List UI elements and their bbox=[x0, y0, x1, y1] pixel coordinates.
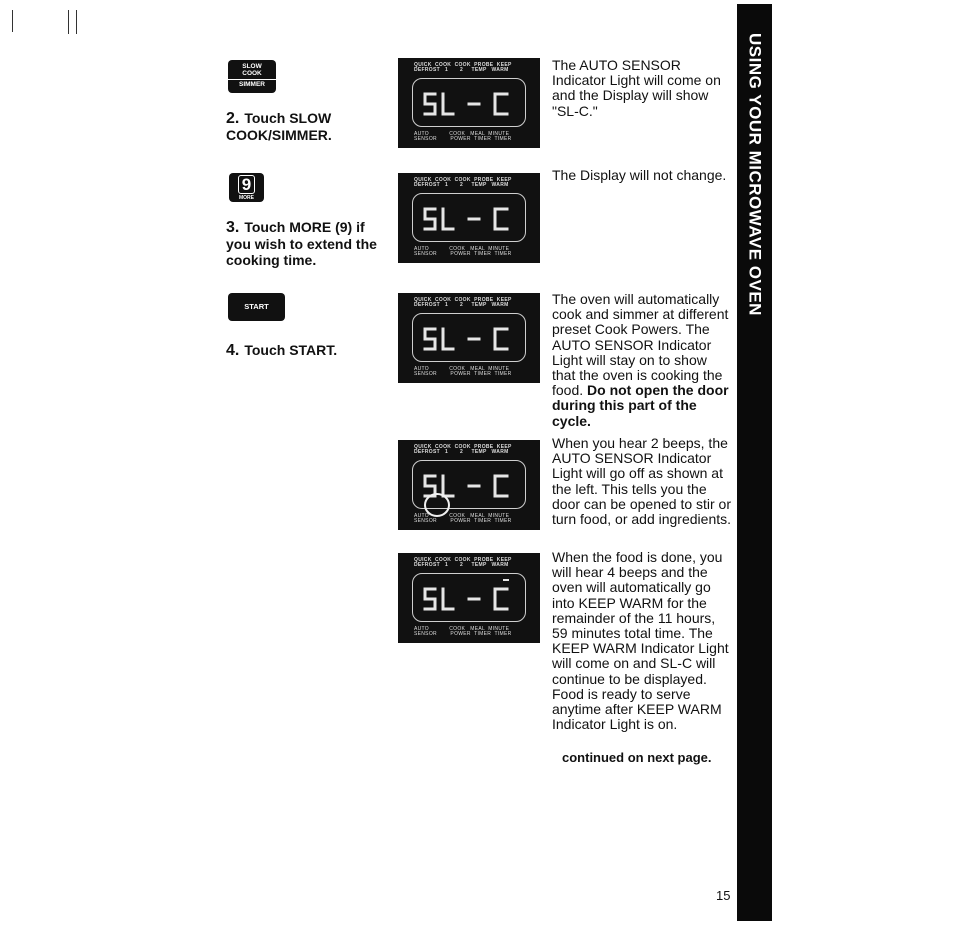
description-1: The AUTO SENSOR Indicator Light will come on and the Display will show "SL-C." bbox=[552, 57, 721, 119]
panel-bottom-labels: AUTO COOK MEAL MINUTE SENSOR POWER TIMER TIMER bbox=[414, 513, 512, 524]
display-panel bbox=[398, 58, 540, 148]
panel-bottom-labels: AUTO COOK MEAL MINUTE SENSOR POWER TIMER TIMER bbox=[414, 366, 512, 377]
display-readout bbox=[413, 194, 527, 243]
binding-mark bbox=[68, 10, 69, 34]
panel-bottom-labels: AUTO COOK MEAL MINUTE SENSOR POWER TIMER TIMER bbox=[414, 131, 512, 142]
page-number: 15 bbox=[716, 888, 731, 903]
continued-note: continued on next page. bbox=[562, 750, 712, 765]
panel-bottom-labels: AUTO COOK MEAL MINUTE SENSOR POWER TIMER TIMER bbox=[414, 626, 512, 637]
panel-top-labels: QUICK COOK COOK PROBE KEEP DEFROST 1 2 TEMP WARM bbox=[414, 444, 512, 455]
key-label: MORE bbox=[239, 194, 254, 201]
key-label: START bbox=[244, 302, 269, 312]
more-key bbox=[229, 173, 264, 202]
description-text: The oven will automatically cook and simmer at different preset Cook Powers. The AUTO SENSOR Indicator Light will stay on to show that the oven is cooking the food. bbox=[552, 291, 729, 399]
key-label: SIMMER bbox=[228, 79, 276, 89]
binding-mark bbox=[12, 10, 13, 32]
description-warning: Do not open the door during this part of the cycle. bbox=[552, 382, 729, 429]
display-readout bbox=[413, 79, 527, 128]
display-readout bbox=[413, 314, 527, 363]
key-label: SLOW bbox=[242, 63, 262, 71]
panel-top-labels: QUICK COOK COOK PROBE KEEP DEFROST 1 2 TEMP WARM bbox=[414, 62, 512, 73]
step-3 bbox=[226, 219, 386, 268]
panel-top-labels: QUICK COOK COOK PROBE KEEP DEFROST 1 2 TEMP WARM bbox=[414, 177, 512, 188]
start-key bbox=[228, 293, 285, 321]
slow-cook-simmer-key bbox=[228, 60, 276, 93]
display-window bbox=[412, 573, 526, 622]
display-window bbox=[412, 313, 526, 362]
step-4 bbox=[226, 342, 386, 359]
display-panel bbox=[398, 440, 540, 530]
description-5: When the food is done, you will hear 4 beeps and the oven will automatically go into KEEP WARM for the remainder of the 11 hours, 59 minutes total time. The KEEP WARM Indicator Light will come on and SL-C will continue to be displayed. Food is ready to serve anytime after KEEP WARM Indicator Light is on. bbox=[552, 549, 729, 733]
display-panel bbox=[398, 293, 540, 383]
display-readout bbox=[413, 574, 527, 623]
display-panel bbox=[398, 173, 540, 263]
panel-top-labels: QUICK COOK COOK PROBE KEEP DEFROST 1 2 TEMP WARM bbox=[414, 297, 512, 308]
step-number: 2. bbox=[226, 110, 240, 127]
step-2 bbox=[226, 110, 386, 143]
binding-mark bbox=[76, 10, 77, 34]
step-text: Touch MORE (9) if you wish to extend the cooking time. bbox=[226, 219, 377, 268]
indicator-off-circle-icon bbox=[422, 492, 452, 518]
key-number: 9 bbox=[238, 175, 255, 194]
display-window bbox=[412, 193, 526, 242]
display-window bbox=[412, 78, 526, 127]
description-2: The Display will not change. bbox=[552, 167, 727, 183]
panel-top-labels: QUICK COOK COOK PROBE KEEP DEFROST 1 2 TEMP WARM bbox=[414, 557, 512, 568]
key-label: COOK bbox=[242, 69, 262, 77]
side-tab-title: USING YOUR MICROWAVE OVEN bbox=[745, 32, 765, 316]
panel-bottom-labels: AUTO COOK MEAL MINUTE SENSOR POWER TIMER TIMER bbox=[414, 246, 512, 257]
display-text: SL-C bbox=[470, 126, 473, 127]
description-4: When you hear 2 beeps, the AUTO SENSOR Indicator Light will go off as shown at the left. This tells you the door can be opened to stir or turn food, or add ingredients. bbox=[552, 435, 732, 528]
display-panel bbox=[398, 553, 540, 643]
step-text: Touch START. bbox=[244, 342, 338, 358]
step-number: 3. bbox=[226, 219, 240, 236]
step-number: 4. bbox=[226, 342, 240, 359]
step-text: Touch SLOW COOK/SIMMER. bbox=[226, 110, 332, 143]
description-3 bbox=[552, 292, 732, 429]
